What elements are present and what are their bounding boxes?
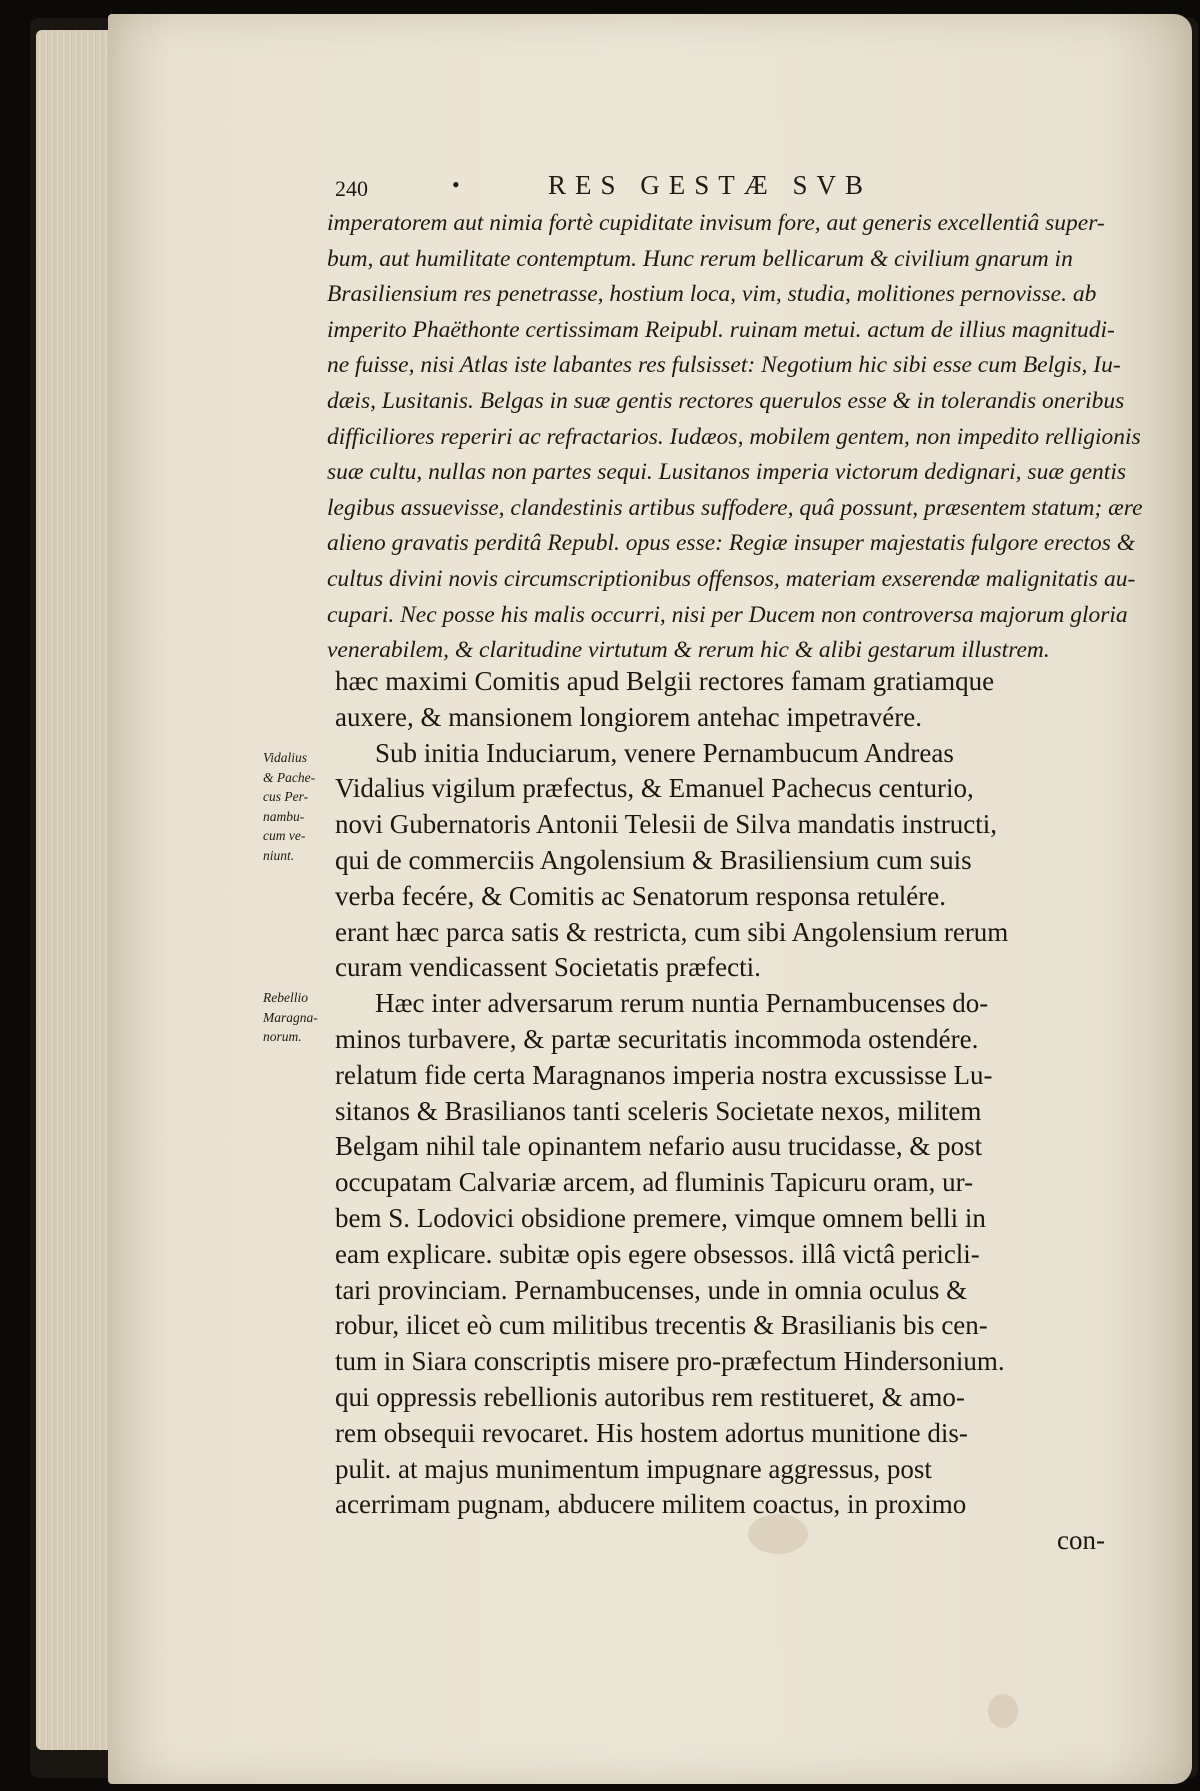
- text-line: difficiliores reperiri ac refractarios. Iudæos, mobilem gentem, non impedito relligionis: [327, 423, 1141, 450]
- page-number: 240: [335, 176, 368, 201]
- margin-note-line: & Pache-: [263, 769, 316, 785]
- text-line: alieno gravatis perditâ Republ. opus esse: Regiæ insuper majestatis fulgore erectos &: [327, 530, 1136, 557]
- text-line: auxere, & mansionem longiorem antehac impetravére.: [335, 701, 923, 732]
- text-line: curam vendicassent Societatis præfecti.: [335, 952, 761, 983]
- text-line: suæ cultu, nullas non partes sequi. Lusitanos imperia victorum dedignari, suæ gentis: [327, 459, 1127, 486]
- margin-note-line: norum.: [263, 1029, 302, 1044]
- running-head: [0, 168, 1200, 208]
- text-line: qui oppressis rebellionis autoribus rem restitueret, & amo-: [335, 1381, 965, 1412]
- paragraph-start-line: Sub initia Induciarum, venere Pernambucum Andreas: [375, 737, 954, 768]
- text-line: hæc maximi Comitis apud Belgii rectores famam gratiamque: [335, 666, 995, 696]
- margin-note-line: nambu-: [263, 808, 305, 824]
- text-line: venerabilem, & claritudine virtutum & rerum hic & alibi gestarum illustrem.: [327, 637, 1050, 664]
- text-line: imperatorem aut nimia fortè cupiditate invisum fore, aut generis excellentiâ super-: [327, 210, 1105, 236]
- text-line: minos turbavere, & partæ securitatis incommoda ostendére.: [335, 1023, 979, 1054]
- text-line: Vidalius vigilum præfectus, & Emanuel Pachecus centurio,: [335, 773, 974, 804]
- text-line: tum in Siara conscriptis misere pro-præfectum Hindersonium.: [335, 1346, 1005, 1377]
- text-line: bum, aut humilitate contemptum. Hunc rerum bellicarum & civilium gnarum in: [327, 245, 1073, 272]
- paper-stain: [988, 1694, 1018, 1728]
- text-line: imperito Phaëthonte certissimam Reipubl. ruinam metui. actum de illius magnitudi-: [327, 316, 1115, 343]
- text-line: erant hæc parca satis & restricta, cum sibi Angolensium rerum: [335, 916, 1009, 947]
- text-line: rem obsequii revocaret. His hostem adortus munitione dis-: [335, 1417, 968, 1448]
- main-text: [335, 664, 1105, 1559]
- text-line: occupatam Calvariæ arcem, ad fluminis Tapicuru oram, ur-: [335, 1167, 974, 1198]
- running-title: RES GESTÆ SVB: [548, 170, 873, 200]
- text-line: legibus assuevisse, clandestinis artibus suffodere, quâ possunt, præsentem statum; ære: [327, 494, 1143, 521]
- margin-note-rebellio: [263, 988, 331, 1047]
- text-line: relatum fide certa Maragnanos imperia nostra excussisse Lu-: [335, 1059, 993, 1090]
- margin-note-vidalius: [263, 748, 331, 865]
- italic-quoted-passage: [327, 206, 1143, 669]
- text-line: robur, ilicet eò cum militibus trecentis & Brasilianis bis cen-: [335, 1310, 988, 1341]
- text-line: qui de commerciis Angolensium & Brasiliensium cum suis: [335, 844, 972, 875]
- text-line: cupari. Nec posse his malis occurri, nisi per Ducem non controversa majorum gloria: [327, 601, 1128, 628]
- text-line: Belgam nihil tale opinantem nefario ausu trucidasse, & post: [335, 1131, 983, 1162]
- text-line: pulit. at majus munimentum impugnare aggressus, post: [335, 1453, 932, 1484]
- text-line: Brasiliensium res penetrasse, hostium loca, vim, studia, molitiones pernovisse. ab: [327, 281, 1097, 308]
- margin-note-line: Maragna-: [263, 1009, 318, 1025]
- text-line: verba fecére, & Comitis ac Senatorum responsa retulére.: [335, 880, 947, 911]
- paragraph-start-line: Hæc inter adversarum rerum nuntia Pernambucenses do-: [375, 988, 989, 1019]
- margin-note-line: niunt.: [263, 847, 295, 863]
- text-line: sitanos & Brasilianos tanti sceleris Societate nexos, militem: [335, 1095, 982, 1126]
- margin-note-line: cum ve-: [263, 828, 306, 843]
- text-line: ne fuisse, nisi Atlas iste labantes res fulsisset: Negotium hic sibi esse cum Belgis, Iu-: [327, 352, 1121, 379]
- text-line: dæis, Lusitanis. Belgas in suæ gentis rectores querulos esse & in tolerandis oneribus: [327, 387, 1125, 414]
- text-line: cultus divini novis circumscriptionibus offensos, materiam exserendæ malignitatis au-: [327, 565, 1136, 592]
- text-line: tari provinciam. Pernambucenses, unde in omnia oculus &: [335, 1274, 968, 1305]
- text-line: bem S. Lodovici obsidione premere, vimque omnem belli in: [335, 1202, 986, 1233]
- text-line: novi Gubernatoris Antonii Telesii de Silva mandatis instructi,: [335, 809, 998, 840]
- margin-note-line: Vidalius: [263, 750, 308, 765]
- text-line: eam explicare. subitæ opis egere obsessos. illâ victâ pericli-: [335, 1238, 980, 1269]
- header-dot: •: [452, 172, 460, 197]
- margin-note-line: Rebellio: [263, 990, 308, 1005]
- text-line: acerrimam pugnam, abducere militem coactus, in proximo: [335, 1489, 967, 1520]
- margin-note-line: cus Per-: [263, 789, 309, 804]
- catchword: con-: [1057, 1525, 1105, 1556]
